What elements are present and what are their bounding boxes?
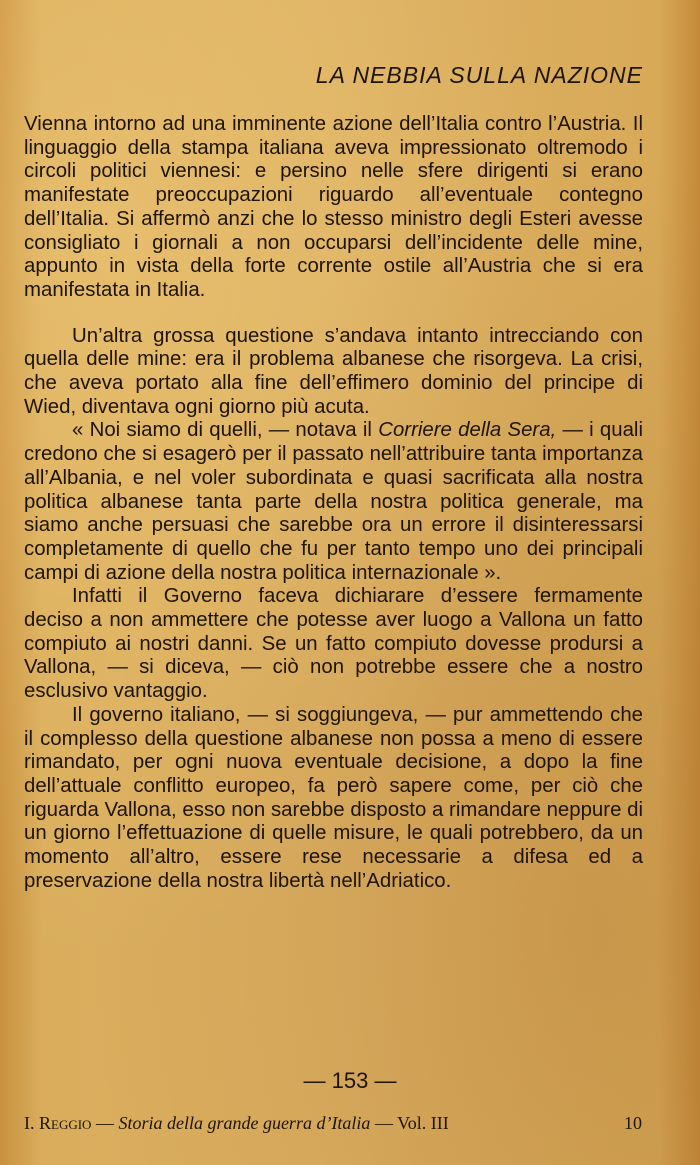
quote-part: — i quali credono che si esagerò per il passato nell’attribuire tanta importanza all’Albania, e nel voler subordinata e quasi sacrificata alla nostra politica albanese tanta parte della nostra politica generale, ma siamo anche persuasi che sarebbe ora un errore il disinteressarsi completamente di quello che fu per tanto tempo uno dei principali campi di azione della nostra politica internazionale ». — [24, 419, 643, 584]
volume: — Vol. III — [370, 1113, 449, 1133]
page-footer — [24, 1113, 642, 1134]
newspaper-name: Corriere della Sera, — [378, 419, 557, 442]
paragraph: Infatti il Governo faceva dichiarare d’essere fermamente deciso a non ammettere che potesse aver luogo a Vallona un fatto compiuto ai nostri danni. Se un fatto compiuto dovesse prodursi a Vallona, — si diceva, — ciò non potrebbe essere che a nostro esclusivo vantaggio. — [24, 585, 643, 703]
paragraph: Un’altra grossa questione s’andava intanto intrecciando con quella delle mine: era il problema albanese che risorgeva. La crisi, che aveva portato alla fine dell’effimero dominio del principe di Wied, diventava ogni giorno più acuta. — [24, 324, 643, 418]
page-number: — 153 — — [303, 1068, 397, 1093]
signature-mark: 10 — [624, 1113, 642, 1133]
paragraph: Vienna intorno ad una imminente azione dell’Italia contro l’Austria. Il linguaggio della stampa italiana aveva impressionato oltremodo i circoli politici viennesi: e persino nelle sfere dirigenti si erano manifestate preoccupazioni riguardo all’eventuale contegno dell’Italia. Si affermò anzi che lo stesso ministro degli Esteri avesse consigliato i giornali a non occuparsi dell’incidente delle mine, appunto in vista della forte corrente ostile all’Austria che si era manifestata in Italia. — [24, 113, 643, 301]
running-title: LA NEBBIA SULLA NAZIONE — [315, 62, 643, 88]
body-text — [24, 113, 643, 894]
paragraph: Il governo italiano, — si soggiungeva, — pur ammettendo che il complesso della questione albanese non possa a meno di essere rimandato, per ogni nuova eventuale decisione, a dopo la fine dell’attuale conflitto europeo, fa però sapere come, per ciò che riguarda Vallona, esso non sarebbe disposto a rimandare neppure di un giorno l’effettuazione di quelle misure, le quali potrebbero, da un momento all’altro, essere rese necessarie a difesa ed a preservazione della nostra libertà nell’Adriatico. — [24, 703, 643, 892]
quote-part: « Noi siamo di quelli, — notava il — [72, 419, 379, 442]
book-title: Storia della grande guerra d’Italia — [118, 1113, 371, 1133]
book-reference: I. Reggio — Storia della grande guerra d’Italia — Vol. III — [24, 1113, 449, 1133]
author-name: Reggio — [39, 1113, 92, 1133]
quotation-paragraph — [24, 419, 643, 585]
paragraph-gap — [24, 303, 643, 325]
